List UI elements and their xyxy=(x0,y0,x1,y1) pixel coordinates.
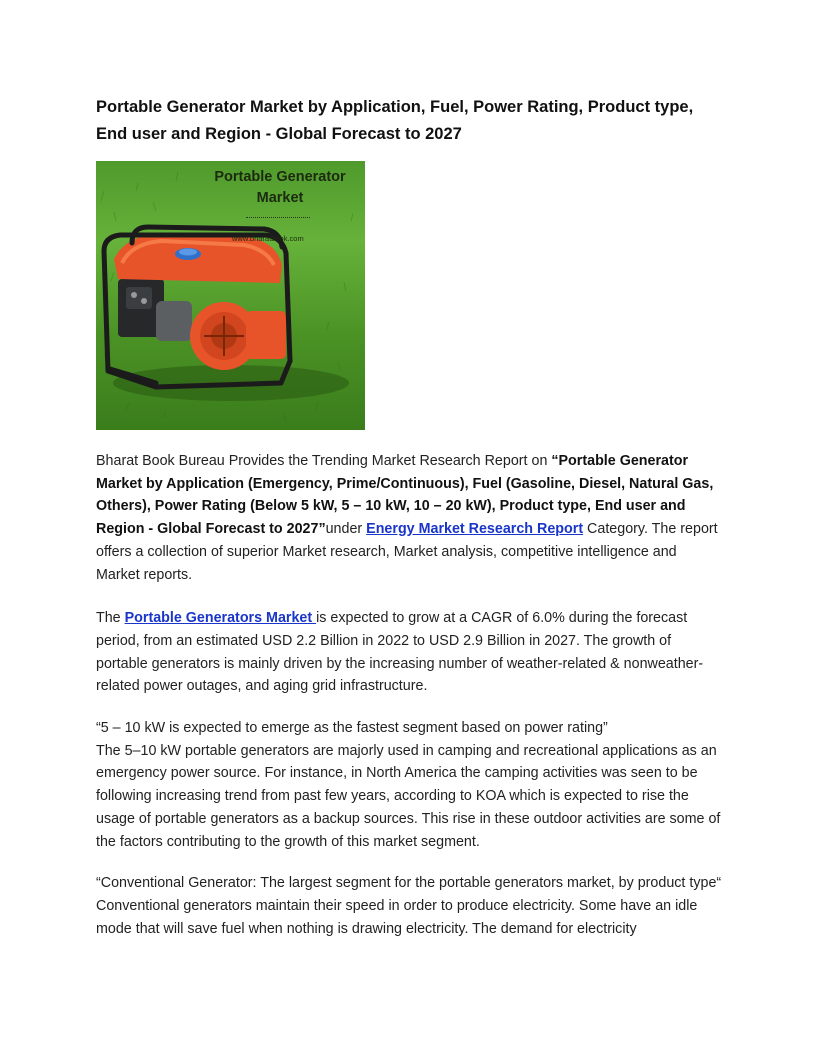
market-paragraph xyxy=(96,607,724,698)
hero-url: www.bharatbook.com xyxy=(232,234,304,243)
document-page xyxy=(96,94,724,940)
intro-rest: Category. The report offers a collection of superior Market research, Market analysis, competitive intelligence and Market reports. xyxy=(96,521,718,583)
power-rating-heading: “5 – 10 kW is expected to emerge as the fastest segment based on power rating” xyxy=(96,720,608,737)
power-rating-body: The 5–10 kW portable generators are majorly used in camping and recreational applications as an emergency power source. For instance, in North America the camping activities was seen to be following increasing trend from past few years, according to KOA which is expected to rise the usage of portable generators as a backup sources. This rise in these outdoor activities are some of the factors contributing to the growth of this market segment. xyxy=(96,742,721,850)
intro-lead: Bharat Book Bureau Provides the Trending Market Research Report on xyxy=(96,453,552,469)
market-lead: The xyxy=(96,610,125,627)
power-rating-section xyxy=(96,717,724,853)
product-type-section xyxy=(96,872,724,940)
energy-report-link[interactable]: Energy Market Research Report xyxy=(366,521,584,538)
report-title: “Portable Generator Market by Application (Emergency, Prime/Continuous), Fuel (Gasoline, Diesel, Natural Gas, Others), Power Rating (Below 5 kW, 5 – 10 kW, 10 – 20 kW), Product type, End user and Region - Global Forecast to 2027” xyxy=(96,453,714,538)
intro-under: under xyxy=(325,521,367,538)
intro-paragraph xyxy=(96,450,724,586)
hero-image xyxy=(96,161,365,430)
hero-title: Portable Generator Market xyxy=(214,169,346,206)
page-title: Portable Generator Market by Application, Fuel, Power Rating, Product type, End user and Region - Global Forecast to 2027 xyxy=(96,98,694,143)
hero-divider xyxy=(246,217,310,218)
product-type-heading: “Conventional Generator: The largest segment for the portable generators market, by product type“ xyxy=(96,875,722,892)
product-type-body: Conventional generators maintain their speed in order to produce electricity. Some have an idle mode that will save fuel when nothing is drawing electricity. The demand for electricity xyxy=(96,897,698,937)
market-rest: is expected to grow at a CAGR of 6.0% during the forecast period, from an estimated USD 2.2 Billion in 2022 to USD 2.9 Billion in 2027. The growth of portable generators is mainly driven by the increasing number of weather-related & nonweather-related power outages, and aging grid infrastructure. xyxy=(96,610,704,695)
portable-generators-market-link[interactable]: Portable Generators Market xyxy=(124,610,317,627)
